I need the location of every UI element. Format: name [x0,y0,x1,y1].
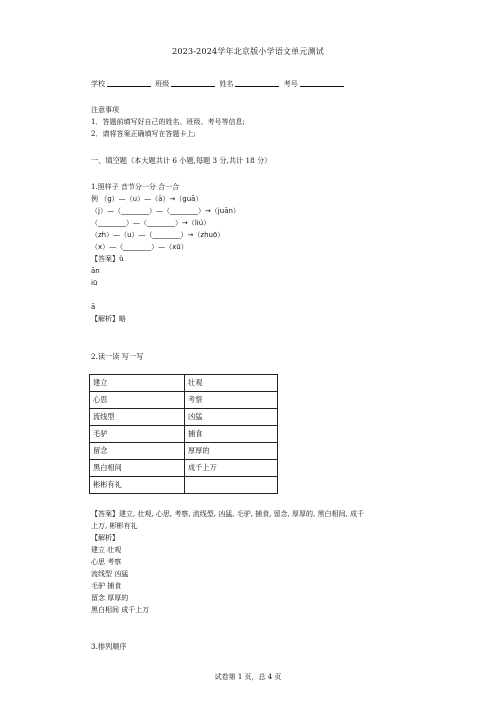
pinyin-line[interactable]: （j）—（________）—（________）→（juān） [91,207,240,215]
note-item: 1．答题前填写好自己的姓名、班级、考号等信息; [91,118,245,126]
school-blank[interactable] [107,80,151,87]
question-title: 1.照样子 音节分一分 合一合 [91,183,180,191]
question-2-title: 2.读一读 写一写 [91,352,144,361]
page-footer: 试卷第 1 页，总 4 页 [214,673,282,681]
analysis-line: 建立 壮观 [91,546,122,554]
table-row [90,392,278,409]
pinyin-line: 例 （g）—（u）—（ā）→（guā） [91,195,203,203]
answer-item: iū [91,279,98,287]
table-cell: 心思 [90,392,185,409]
table-cell: 厚厚的 [185,443,278,460]
notes-heading: 注意事项 [91,106,119,114]
section-heading: 一、填空题（本大题共计 6 小题,每题 3 分,共计 18 分） [91,156,272,165]
name-label: 姓名 [219,80,234,88]
analysis-line: 心思 考察 [91,558,122,566]
pinyin-line[interactable]: （zh）—（u）—（________）→（zhuō） [91,231,225,239]
pinyin-line[interactable]: （________）—（________）→（liú） [91,219,211,227]
answer-item [91,289,240,301]
exam-no-blank[interactable] [300,80,344,87]
table-row [90,426,278,443]
student-info-line [91,79,346,89]
answer-line: 上万, 彬彬有礼 [91,522,138,530]
question-2-answer [91,508,364,616]
table-row [90,460,278,477]
notes [91,104,245,140]
question-1 [91,181,240,325]
page-title: 2023-2024学年北京版小学语文单元测试 [172,47,324,56]
table-cell [185,477,278,494]
note-item: 2．请将答案正确填写在答题卡上; [91,130,196,138]
analysis-line: 流线型 凶猛 [91,570,129,578]
table-cell: 留念 [90,443,185,460]
table-cell: 黑白相间 [90,460,185,477]
question-3-title: 3.排列顺序 [91,642,127,651]
analysis-line: 毛驴 捕食 [91,582,122,590]
vocabulary-table [89,374,278,494]
table-cell: 成千上万 [185,460,278,477]
table-cell: 流线型 [90,409,185,426]
pinyin-line[interactable]: （x）—（________）—（xū） [91,243,188,251]
table-cell: 捕食 [185,426,278,443]
name-blank[interactable] [235,80,279,87]
school-label: 学校 [91,80,105,88]
answer-line: 【答案】建立, 壮观, 心思, 考察, 流线型, 凶猛, 毛驴, 捕食, 留念, 厚厚的, 黑白相间, 成千 [91,510,364,518]
table-row [90,477,278,494]
analysis-line: 留念 厚厚的 [91,594,129,602]
class-blank[interactable] [171,80,215,87]
answer-item: ā [91,303,96,311]
table-cell: 考察 [185,392,278,409]
answer-item: ān [91,267,100,275]
table-cell: 彬彬有礼 [90,477,185,494]
table-cell: 建立 [90,375,185,392]
analysis-line: 黑白相间 成千上万 [91,606,150,614]
table-cell: 毛驴 [90,426,185,443]
table-cell: 壮观 [185,375,278,392]
class-label: 班级 [155,80,170,88]
table-row [90,443,278,460]
table-cell: 凶猛 [185,409,278,426]
exam-no-label: 考号 [283,80,298,88]
table-row [90,409,278,426]
answer-label: 【答案】ü [91,255,124,263]
analysis-label: 【解析】 [91,534,119,542]
analysis-label: 【解析】略 [91,315,126,323]
table-row [90,375,278,392]
